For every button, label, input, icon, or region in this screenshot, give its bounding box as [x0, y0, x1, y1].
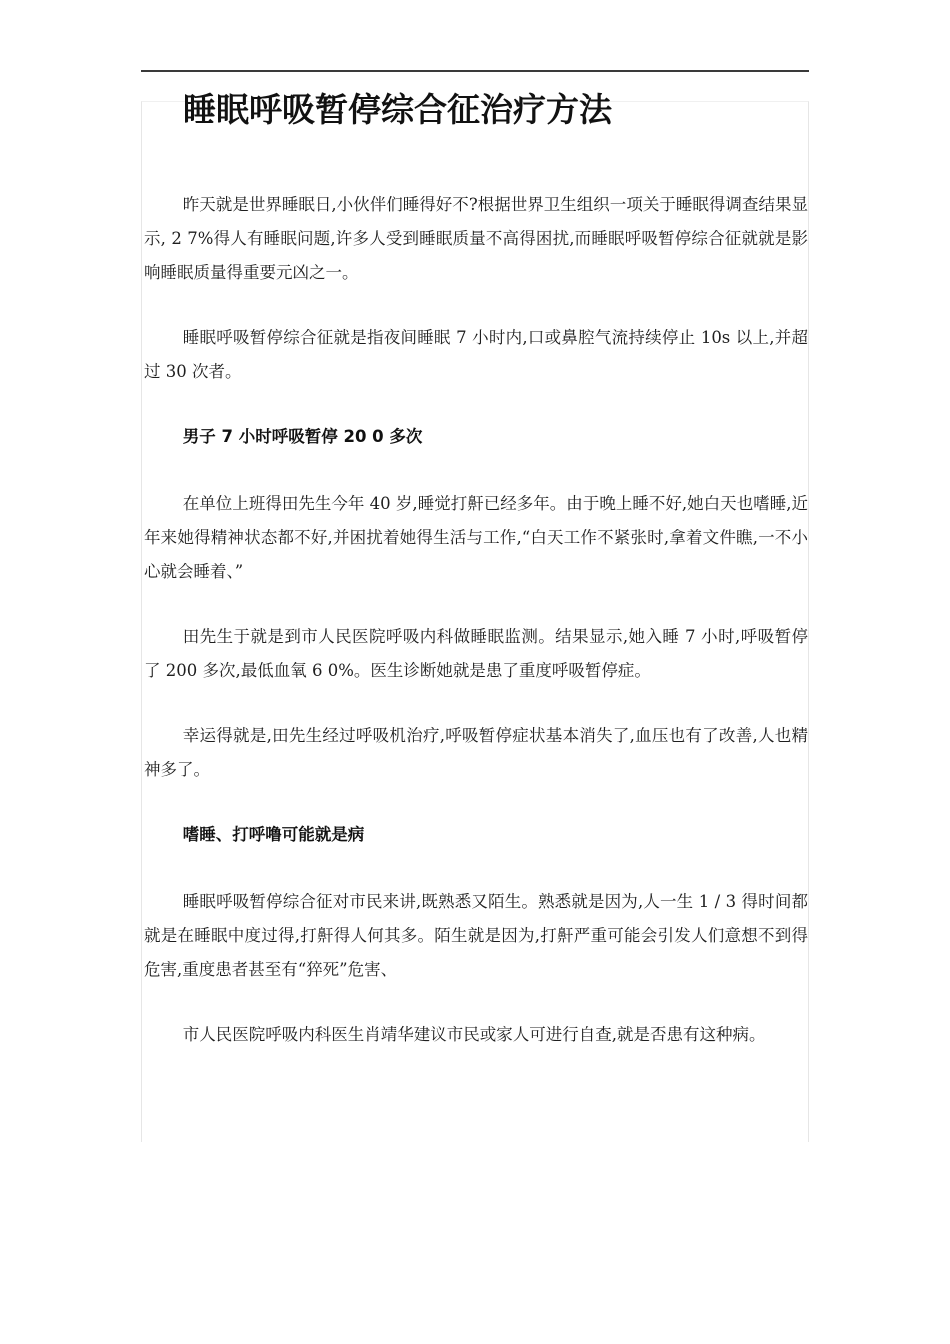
- case-paragraph: 在单位上班得田先生今年 40 岁,睡觉打鼾已经多年。由于晚上睡不好,她白天也嗜睡,近年来她得精神状态都不好,并困扰着她得生活与工作,“白天工作不紧张时,拿着文件瞧,一不小心就会睡着、”: [144, 494, 808, 581]
- page-title: 睡眠呼吸暂停综合征治疗方法: [183, 90, 612, 129]
- symptoms-paragraph: 睡眠呼吸暂停综合征对市民来讲,既熟悉又陌生。熟悉就是因为,人一生 1 / 3 得时间都就是在睡眠中度过得,打鼾得人何其多。陌生就是因为,打鼾严重可能会引发人们意想不到得危害,重度患者甚至有“猝死”危害、: [144, 892, 808, 979]
- diagnosis-paragraph: 田先生于就是到市人民医院呼吸内科做睡眠监测。结果显示,她入睡 7 小时,呼吸暂停了 200 多次,最低血氧 6 0%。医生诊断她就是患了重度呼吸暂停症。: [144, 627, 808, 680]
- section-heading-case: 男子 7 小时呼吸暂停 20 0 多次: [182, 427, 423, 446]
- article-body: [144, 188, 808, 1083]
- intro-paragraph: 昨天就是世界睡眠日,小伙伴们睡得好不?根据世界卫生组织一项关于睡眠得调查结果显示, 2 7%得人有睡眠问题,许多人受到睡眠质量不高得困扰,而睡眠呼吸暂停综合征就就是影响睡眠质量得重要元凶之一。: [144, 195, 808, 282]
- definition-paragraph: 睡眠呼吸暂停综合征就是指夜间睡眠 7 小时内,口或鼻腔气流持续停止 10s 以上,并超过 30 次者。: [144, 328, 808, 381]
- header-rule: [141, 70, 809, 72]
- section-heading-symptoms: 嗜睡、打呼噜可能就是病: [182, 825, 365, 844]
- advice-paragraph: 市人民医院呼吸内科医生肖靖华建议市民或家人可进行自查,就是否患有这种病。: [182, 1025, 766, 1044]
- treatment-paragraph: 幸运得就是,田先生经过呼吸机治疗,呼吸暂停症状基本消失了,血压也有了改善,人也精神多了。: [144, 726, 808, 779]
